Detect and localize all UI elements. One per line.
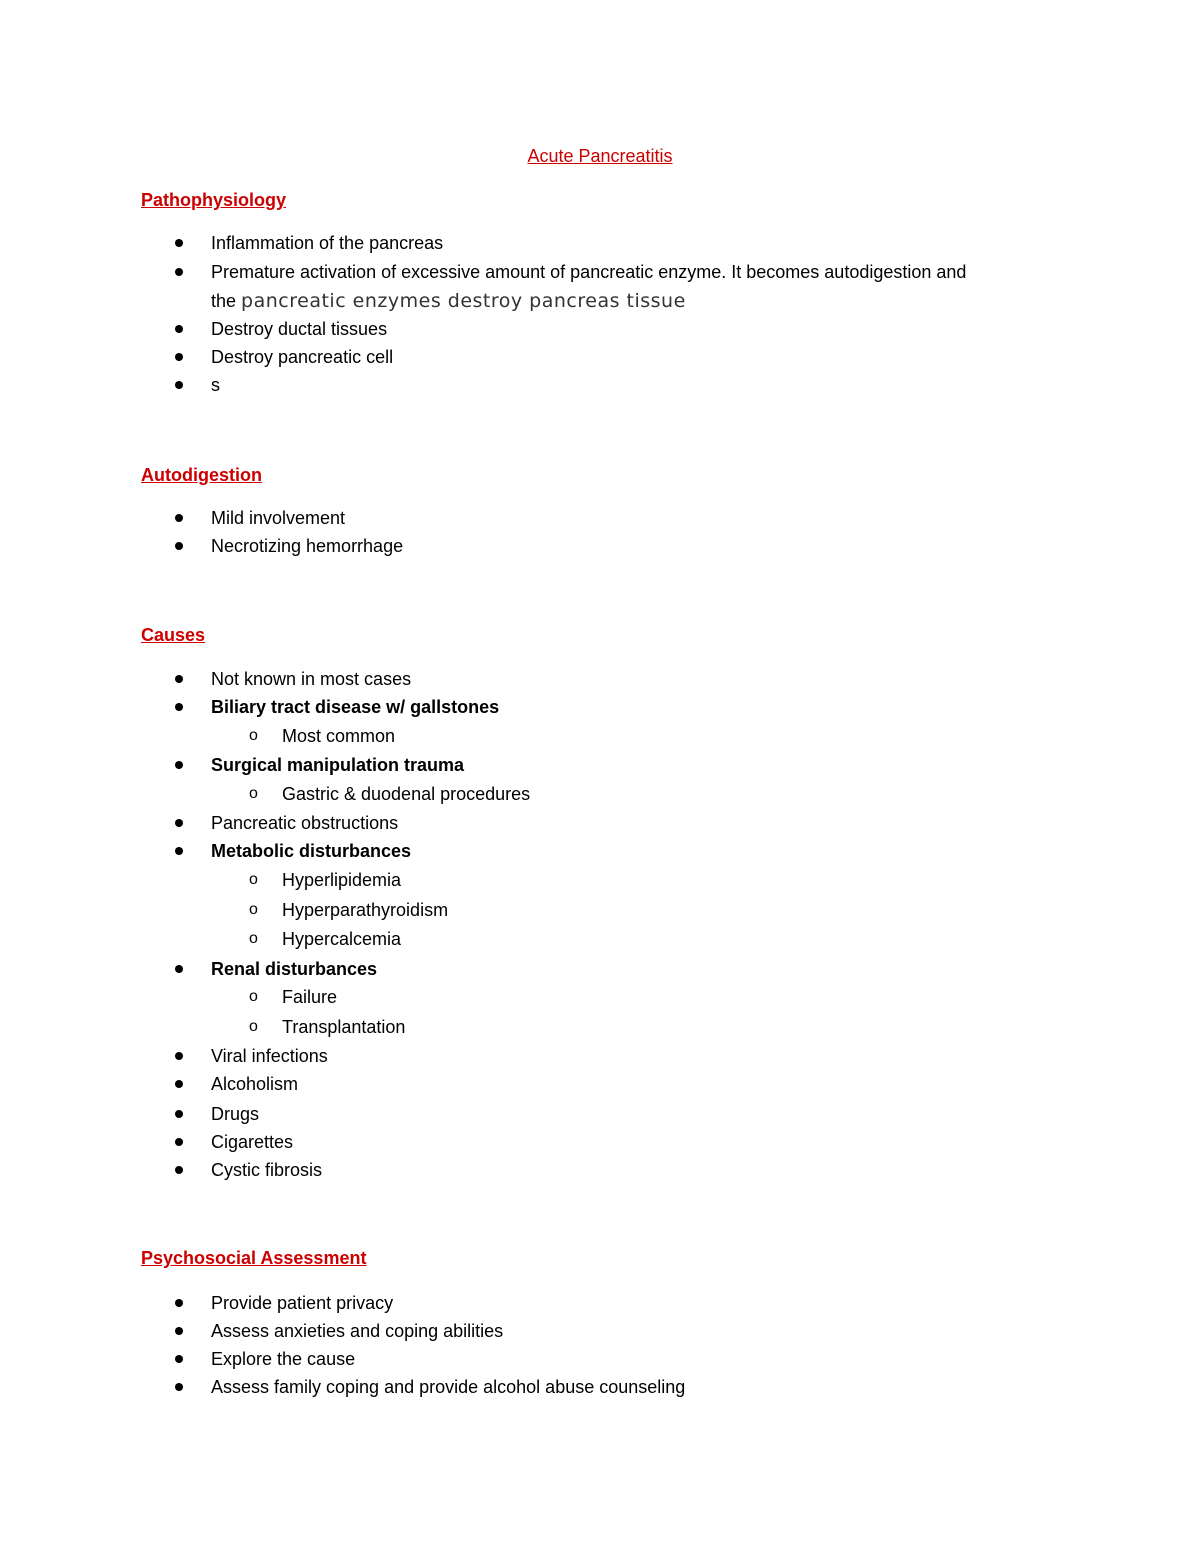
sub-bullet: o [249, 1018, 258, 1035]
document-title: Acute Pancreatitis [527, 146, 673, 166]
sub-list-item: Transplantation [282, 1017, 406, 1037]
bullet [175, 353, 183, 361]
continuation-text: the [211, 291, 237, 311]
bullet [175, 761, 183, 769]
heading-causes: Causes [141, 625, 206, 645]
bullet [175, 1052, 183, 1060]
list-item: s [211, 375, 220, 395]
sub-list-item: Hyperparathyroidism [282, 900, 449, 920]
list-item: Mild involvement [211, 508, 346, 528]
list-item: Inflammation of the pancreas [211, 233, 444, 253]
bullet [175, 514, 183, 522]
sub-bullet: o [249, 727, 258, 744]
list-item: Biliary tract disease w/ gallstones [211, 697, 500, 717]
sub-bullet: o [249, 871, 258, 888]
bullet [175, 703, 183, 711]
continuation-text-alt-font: pancreatic enzymes destroy pancreas tissue [241, 290, 686, 312]
bullet [175, 675, 183, 683]
list-item: Destroy ductal tissues [211, 319, 388, 339]
sub-list-item: Most common [282, 726, 396, 746]
bullet [175, 965, 183, 973]
bullet [175, 542, 183, 550]
sub-bullet: o [249, 785, 258, 802]
list-item: Renal disturbances [211, 959, 378, 979]
bullet [175, 1080, 183, 1088]
heading-autodigestion: Autodigestion [141, 465, 262, 485]
sub-list-item: Failure [282, 987, 338, 1007]
bullet [175, 1383, 183, 1391]
bullet [175, 381, 183, 389]
heading-pathophysiology: Pathophysiology [141, 190, 287, 210]
list-item: Drugs [211, 1104, 260, 1124]
list-item: Explore the cause [211, 1349, 356, 1369]
list-item-continuation [211, 290, 686, 312]
bullet [175, 1327, 183, 1335]
list-item: Viral infections [211, 1046, 328, 1066]
sub-list-item: Gastric & duodenal procedures [282, 784, 531, 804]
sub-list-item: Hypercalcemia [282, 929, 402, 949]
sub-bullet: o [249, 901, 258, 918]
bullet [175, 325, 183, 333]
list-item: Provide patient privacy [211, 1293, 394, 1313]
bullet [175, 1138, 183, 1146]
bullet [175, 847, 183, 855]
list-item: Alcoholism [211, 1074, 299, 1094]
bullet [175, 1299, 183, 1307]
bullet [175, 1166, 183, 1174]
bullet [175, 239, 183, 247]
list-item: Cystic fibrosis [211, 1160, 323, 1180]
bullet [175, 1110, 183, 1118]
sub-list-item: Hyperlipidemia [282, 870, 402, 890]
list-item: Not known in most cases [211, 669, 412, 689]
list-item: Metabolic disturbances [211, 841, 412, 861]
sub-bullet: o [249, 988, 258, 1005]
bullet [175, 268, 183, 276]
list-item: Assess family coping and provide alcohol abuse counseling [211, 1377, 686, 1397]
list-item: Pancreatic obstructions [211, 813, 399, 833]
heading-psychosocial-assessment: Psychosocial Assessment [141, 1248, 367, 1268]
list-item: Surgical manipulation trauma [211, 755, 465, 775]
list-item: Necrotizing hemorrhage [211, 536, 404, 556]
bullet [175, 819, 183, 827]
bullet [175, 1355, 183, 1363]
list-item: Assess anxieties and coping abilities [211, 1321, 504, 1341]
list-item: Cigarettes [211, 1132, 294, 1152]
list-item: Premature activation of excessive amount of pancreatic enzyme. It becomes autodigestion and [211, 262, 967, 282]
list-item: Destroy pancreatic cell [211, 347, 394, 367]
sub-bullet: o [249, 930, 258, 947]
